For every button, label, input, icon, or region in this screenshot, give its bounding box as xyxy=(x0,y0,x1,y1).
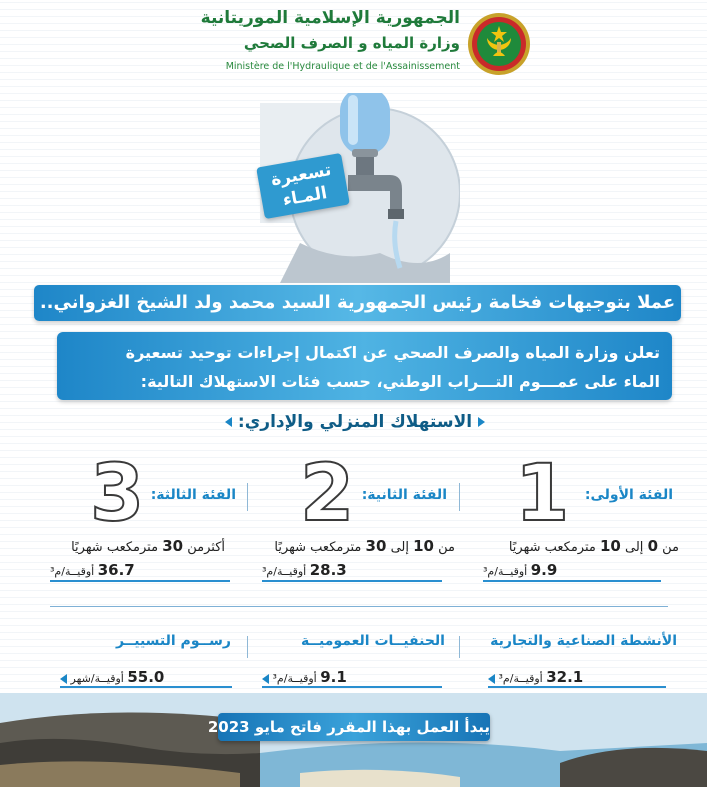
triangle-left-icon xyxy=(60,674,67,684)
public-taps-label: الحنفيــات العموميــة xyxy=(301,633,445,649)
national-emblem-icon xyxy=(467,12,531,76)
section-title xyxy=(200,412,510,432)
ministry-title-fr: Ministère de l'Hydraulique et de l'Assainissement xyxy=(225,61,460,72)
category-3-label: الفئة الثالثة: xyxy=(150,487,236,503)
category-1-range: من 0 إلى 10 مترمكعب شهريًا xyxy=(508,537,679,555)
category-2-price-underline xyxy=(262,580,442,582)
category-1-price: 9.9 أوقيــة/م³ xyxy=(483,561,558,579)
management-fees-price: 55.0 أوقيــة/شهر xyxy=(60,668,164,686)
industrial-commercial-label: الأنشطة الصناعية والتجارية xyxy=(490,633,677,649)
ministry-title-ar: وزارة المياه و الصرف الصحي xyxy=(243,34,460,52)
triangle-right-icon xyxy=(478,417,485,427)
section-title-text: الاستهلاك المنزلي والإداري: xyxy=(237,412,473,432)
category-separator-1 xyxy=(459,483,460,511)
fee-separator-2 xyxy=(247,636,248,658)
announcement-line1: تعلن وزارة المياه والصرف الصحي عن اكتمال إجراءات توحيد تسعيرة xyxy=(125,343,660,362)
triangle-left-icon xyxy=(262,674,269,684)
fee-separator-1 xyxy=(459,636,460,658)
public-taps-price-underline xyxy=(262,686,442,688)
announcement-banner xyxy=(57,332,672,400)
public-taps-price: 9.1 أوقيــة/م³ xyxy=(262,668,347,686)
section-divider xyxy=(50,606,668,607)
industrial-price-underline xyxy=(488,686,666,688)
directive-banner: عملا بتوجيهات فخامة رئيس الجمهورية السيد محمد ولد الشيخ الغزواني.. xyxy=(34,285,681,321)
industrial-commercial-price: 32.1 أوقيــة/م³ xyxy=(488,668,583,686)
category-separator-2 xyxy=(247,483,248,511)
category-3-range: أكثرمن 30 مترمكعب شهريًا xyxy=(71,537,225,555)
tag-line1: تسعيرة xyxy=(269,160,333,191)
management-fees-label: رســوم التسييــر xyxy=(115,633,231,649)
category-2-range: من 10 إلى 30 مترمكعب شهريًا xyxy=(274,537,455,555)
republic-title: الجمهورية الإسلامية الموريتانية xyxy=(200,8,460,28)
category-1-number: 1 xyxy=(515,449,570,539)
category-2-price: 28.3 أوقيــة/م³ xyxy=(262,561,347,579)
category-3-number: 3 xyxy=(90,449,145,539)
category-3-price-underline xyxy=(50,580,230,582)
announcement-line2: الماء على عمـــوم التـــراب الوطني، حسب فئات الاستهلاك التالية: xyxy=(140,372,660,391)
category-1-label: الفئة الأولى: xyxy=(584,487,673,503)
triangle-left-icon xyxy=(225,417,232,427)
category-2-label: الفئة الثانية: xyxy=(361,487,447,503)
category-1-price-underline xyxy=(483,580,661,582)
category-2-number: 2 xyxy=(300,449,355,539)
tag-line2: المـاء xyxy=(281,183,329,211)
category-3-price: 36.7 أوقيــة/م³ xyxy=(50,561,135,579)
start-date-banner: يبدأ العمل بهذا المقرر فاتح مايو 2023 xyxy=(218,713,490,741)
triangle-left-icon xyxy=(488,674,495,684)
management-fees-price-underline xyxy=(60,686,232,688)
